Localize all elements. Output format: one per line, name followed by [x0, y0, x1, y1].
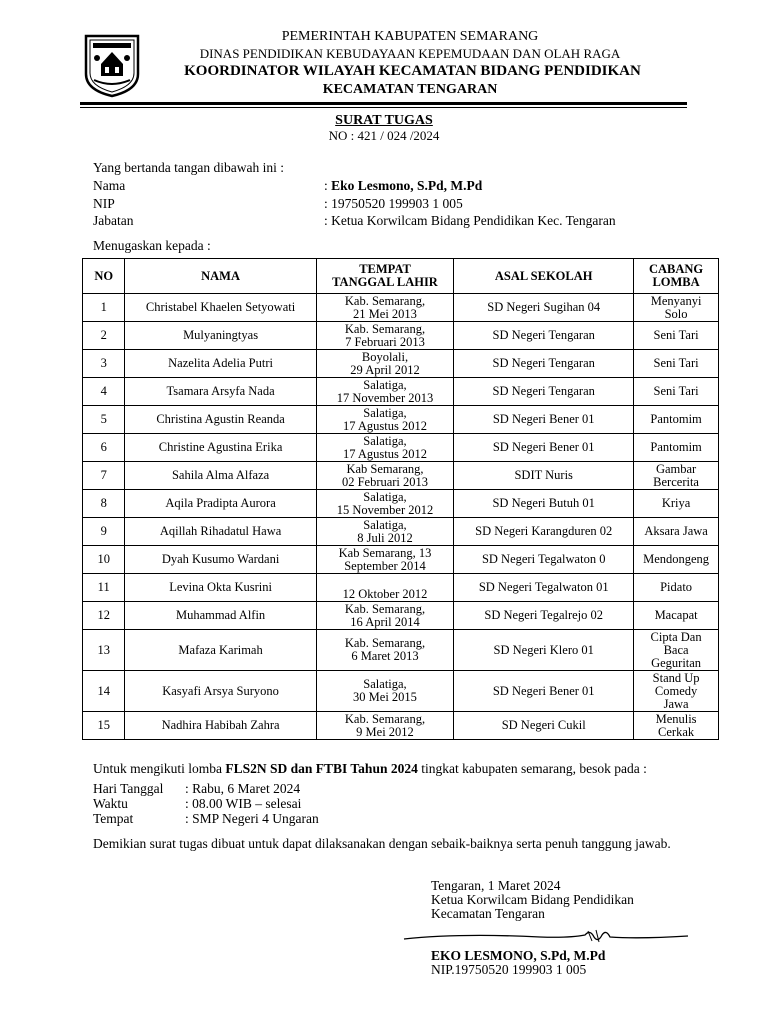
- cell-ttl: Kab. Semarang, 21 Mei 2013: [316, 294, 454, 322]
- kop-rule-thin: [80, 107, 687, 108]
- nama-label: Nama: [93, 178, 126, 193]
- cell-ttl: Salatiga, 8 Juli 2012: [316, 518, 454, 546]
- cell-nama: Aqillah Rihadatul Hawa: [125, 518, 316, 546]
- cell-ttl: Salatiga, 17 Agustus 2012: [316, 406, 454, 434]
- signer-nip: NIP.19750520 199903 1 005: [431, 962, 587, 977]
- menugaskan-text: Menugaskan kepada :: [93, 238, 211, 253]
- cell-ttl: Salatiga, 30 Mei 2015: [316, 671, 454, 712]
- cell-cabang: Pantomim: [634, 434, 719, 462]
- cell-cabang: Mendongeng: [634, 546, 719, 574]
- cell-ttl: Salatiga, 15 November 2012: [316, 490, 454, 518]
- table-row: [83, 630, 719, 671]
- signer-name: EKO LESMONO, S.Pd, M.Pd: [431, 948, 606, 963]
- signer-position-2: Kecamatan Tengaran: [431, 906, 545, 921]
- intro-text: Yang bertanda tangan dibawah ini :: [93, 160, 284, 175]
- cell-cabang: Menyanyi Solo: [634, 294, 719, 322]
- header-sekolah: ASAL SEKOLAH: [454, 259, 634, 294]
- cell-no: 7: [83, 462, 125, 490]
- signer-position-1: Ketua Korwilcam Bidang Pendidikan: [431, 892, 634, 907]
- table-row: [83, 712, 719, 740]
- cell-sekolah: SD Negeri Karangduren 02: [454, 518, 634, 546]
- cell-nama: Nadhira Habibah Zahra: [125, 712, 316, 740]
- surat-title: SURAT TUGAS: [335, 113, 433, 128]
- cell-nama: Tsamara Arsyfa Nada: [125, 378, 316, 406]
- cell-nama: Sahila Alma Alfaza: [125, 462, 316, 490]
- cell-sekolah: SD Negeri Bener 01: [454, 406, 634, 434]
- cell-no: 6: [83, 434, 125, 462]
- tempat-label: Tempat: [93, 811, 134, 826]
- surat-number: NO : 421 / 024 /2024: [328, 128, 440, 143]
- cell-sekolah: SD Negeri Bener 01: [454, 671, 634, 712]
- cell-sekolah: SD Negeri Tegalwaton 0: [454, 546, 634, 574]
- cell-ttl: Kab. Semarang, 7 Februari 2013: [316, 322, 454, 350]
- cell-nama: Kasyafi Arsya Suryono: [125, 671, 316, 712]
- cell-sekolah: SD Negeri Tegalwaton 01: [454, 574, 634, 602]
- cell-ttl: Kab. Semarang, 6 Maret 2013: [316, 630, 454, 671]
- cell-no: 2: [83, 322, 125, 350]
- lomba-text: Untuk mengikuti lomba FLS2N SD dan FTBI Tahun 2024 tingkat kabupaten semarang, besok pada :: [93, 761, 647, 776]
- cell-ttl: 12 Oktober 2012: [316, 574, 454, 602]
- hari-label: Hari Tanggal: [93, 781, 164, 796]
- header-ttl: TEMPAT TANGGAL LAHIR: [316, 259, 454, 294]
- nip-value: : 19750520 199903 1 005: [324, 196, 463, 211]
- table-row: [83, 546, 719, 574]
- cell-sekolah: SD Negeri Tengaran: [454, 322, 634, 350]
- table-row: [83, 406, 719, 434]
- cell-nama: Nazelita Adelia Putri: [125, 350, 316, 378]
- cell-no: 11: [83, 574, 125, 602]
- cell-sekolah: SD Negeri Bener 01: [454, 434, 634, 462]
- cell-nama: Mafaza Karimah: [125, 630, 316, 671]
- hari-value: : Rabu, 6 Maret 2024: [185, 781, 301, 796]
- table-row: [83, 462, 719, 490]
- cell-ttl: Salatiga, 17 Agustus 2012: [316, 434, 454, 462]
- cell-no: 8: [83, 490, 125, 518]
- kop-koordinator: KOORDINATOR WILAYAH KECAMATAN BIDANG PENDIDIKAN: [184, 63, 641, 79]
- cell-cabang: Macapat: [634, 602, 719, 630]
- kabupaten-semarang-logo: [83, 34, 141, 98]
- cell-ttl: Kab. Semarang, 16 April 2014: [316, 602, 454, 630]
- cell-cabang: Kriya: [634, 490, 719, 518]
- table-row: [83, 490, 719, 518]
- cell-cabang: Seni Tari: [634, 322, 719, 350]
- cell-sekolah: SD Negeri Tengaran: [454, 378, 634, 406]
- kop-pemerintah: PEMERINTAH KABUPATEN SEMARANG: [281, 29, 539, 44]
- cell-no: 12: [83, 602, 125, 630]
- cell-sekolah: SD Negeri Butuh 01: [454, 490, 634, 518]
- cell-cabang: Cipta Dan Baca Geguritan: [634, 630, 719, 671]
- cell-sekolah: SD Negeri Cukil: [454, 712, 634, 740]
- cell-nama: Muhammad Alfin: [125, 602, 316, 630]
- table-row: [83, 350, 719, 378]
- table-row: [83, 518, 719, 546]
- cell-no: 1: [83, 294, 125, 322]
- jabatan-value: : Ketua Korwilcam Bidang Pendidikan Kec. Tengaran: [324, 213, 616, 228]
- cell-cabang: Seni Tari: [634, 350, 719, 378]
- cell-cabang: Menulis Cerkak: [634, 712, 719, 740]
- cell-nama: Levina Okta Kusrini: [125, 574, 316, 602]
- place-date: Tengaran, 1 Maret 2024: [431, 878, 561, 893]
- cell-cabang: Seni Tari: [634, 378, 719, 406]
- cell-nama: Dyah Kusumo Wardani: [125, 546, 316, 574]
- cell-ttl: Boyolali, 29 April 2012: [316, 350, 454, 378]
- header-cabang: CABANG LOMBA: [634, 259, 719, 294]
- penutup-text: Demikian surat tugas dibuat untuk dapat dilaksanakan dengan sebaik-baiknya serta penuh tanggung jawab.: [93, 836, 671, 851]
- cell-cabang: Gambar Bercerita: [634, 462, 719, 490]
- cell-ttl: Kab Semarang, 13 September 2014: [316, 546, 454, 574]
- cell-no: 9: [83, 518, 125, 546]
- cell-nama: Mulyaningtyas: [125, 322, 316, 350]
- cell-ttl: Kab. Semarang, 9 Mei 2012: [316, 712, 454, 740]
- table-header-row: [83, 259, 719, 294]
- cell-no: 14: [83, 671, 125, 712]
- table-row: [83, 322, 719, 350]
- cell-no: 3: [83, 350, 125, 378]
- nama-value: : Eko Lesmono, S.Pd, M.Pd: [324, 178, 483, 193]
- cell-nama: Christabel Khaelen Setyowati: [125, 294, 316, 322]
- header-nama: NAMA: [125, 259, 316, 294]
- cell-no: 5: [83, 406, 125, 434]
- jabatan-label: Jabatan: [93, 213, 134, 228]
- cell-sekolah: SD Negeri Sugihan 04: [454, 294, 634, 322]
- table-row: [83, 378, 719, 406]
- cell-sekolah: SD Negeri Tegalrejo 02: [454, 602, 634, 630]
- header-no: NO: [83, 259, 125, 294]
- table-row: [83, 434, 719, 462]
- cell-sekolah: SD Negeri Tengaran: [454, 350, 634, 378]
- cell-cabang: Pidato: [634, 574, 719, 602]
- cell-nama: Aqila Pradipta Aurora: [125, 490, 316, 518]
- participants-table: [82, 258, 719, 740]
- nip-label: NIP: [93, 196, 115, 211]
- cell-nama: Christina Agustin Reanda: [125, 406, 316, 434]
- cell-sekolah: SDIT Nuris: [454, 462, 634, 490]
- table-row: [83, 294, 719, 322]
- table-row: [83, 574, 719, 602]
- kop-dinas: DINAS PENDIDIKAN KEBUDAYAAN KEPEMUDAAN DAN OLAH RAGA: [199, 46, 621, 61]
- cell-nama: Christine Agustina Erika: [125, 434, 316, 462]
- table-row: [83, 671, 719, 712]
- cell-no: 15: [83, 712, 125, 740]
- cell-cabang: Pantomim: [634, 406, 719, 434]
- kop-kecamatan: KECAMATAN TENGARAN: [322, 82, 498, 97]
- cell-cabang: Aksara Jawa: [634, 518, 719, 546]
- tempat-value: : SMP Negeri 4 Ungaran: [185, 811, 319, 826]
- cell-no: 13: [83, 630, 125, 671]
- cell-no: 10: [83, 546, 125, 574]
- table-row: [83, 602, 719, 630]
- waktu-value: : 08.00 WIB – selesai: [185, 796, 302, 811]
- waktu-label: Waktu: [93, 796, 128, 811]
- cell-no: 4: [83, 378, 125, 406]
- cell-cabang: Stand Up Comedy Jawa: [634, 671, 719, 712]
- cell-sekolah: SD Negeri Klero 01: [454, 630, 634, 671]
- cell-ttl: Kab Semarang, 02 Februari 2013: [316, 462, 454, 490]
- kop-rule-thick: [80, 102, 687, 105]
- handwritten-signature: [400, 925, 690, 947]
- cell-ttl: Salatiga, 17 November 2013: [316, 378, 454, 406]
